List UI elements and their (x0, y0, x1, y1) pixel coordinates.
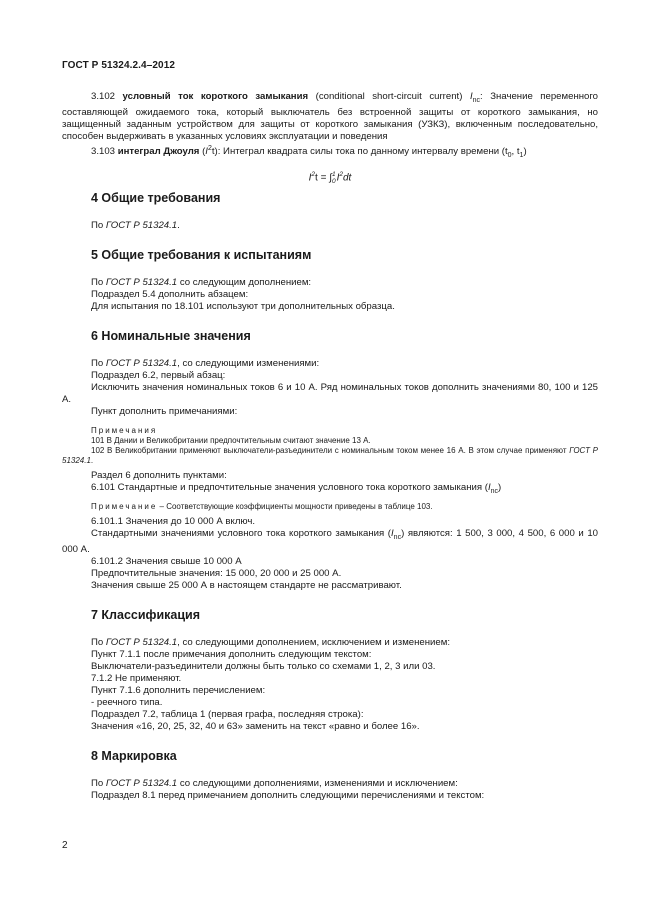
text: – Соответствующие коэффициенты мощности приведены в таблице 103. (157, 502, 433, 512)
section-7-line-4: 7.1.2 Не применяют. (91, 673, 182, 685)
section-6-line-3: Исключить значения номинальных токов 6 и 10 А. Ряд номинальных токов дополнить значениями 80, 100 и 125 А. (62, 382, 598, 406)
symbol-subscript: nc (393, 534, 402, 542)
section-6-line-6 (62, 482, 598, 498)
clause-number: 3.103 (91, 146, 118, 158)
symbol: I (487, 482, 491, 494)
standard-reference: ГОСТ Р 51324.1 (105, 778, 178, 790)
formula-text: dt (343, 172, 352, 184)
section-6-line-2: Подраздел 6.2, первый абзац: (91, 370, 226, 382)
symbol: I (391, 528, 394, 540)
text: По (91, 220, 106, 232)
integral-upper: 1 (331, 170, 336, 178)
text: ) (523, 146, 527, 158)
standard-reference: ГОСТ Р 51324.1 (105, 358, 178, 370)
formula-symbol: I (336, 172, 340, 184)
text: , t (511, 146, 520, 158)
symbol: I (205, 146, 208, 158)
section-7-line-2: Пункт 7.1.1 после примечания дополнить следующим текстом: (91, 649, 372, 661)
subscript: 0 (507, 152, 512, 159)
section-8-line-2: Подраздел 8.1 перед примечанием дополнить следующими перечислениями и текстом: (91, 790, 485, 802)
text: со следующими дополнениями, изменениями и исключением: (177, 778, 458, 790)
formula-text: t = ∫ (315, 172, 332, 184)
section-6-line-10: Предпочтительные значения: 15 000, 20 000 и 25 000 А. (91, 568, 342, 580)
joule-integral-formula (62, 168, 598, 185)
text: . (177, 220, 180, 232)
text: . (90, 456, 94, 466)
text: 102 В Великобритании применяют выключатели-разъединители с номинальным током менее 16 А. В этом случае применяют (91, 446, 570, 456)
term: условный ток короткого замыкания (122, 91, 309, 102)
section-4-heading: 4 Общие требования (91, 191, 221, 206)
definition-3-102 (62, 91, 598, 143)
formula-symbol: I (308, 172, 312, 184)
standard-reference: ГОСТ Р 51324.1 (105, 277, 178, 289)
text: ) (498, 482, 502, 494)
section-7-line-1 (62, 637, 598, 649)
document-body (62, 91, 598, 802)
text: , со следующими дополнением, исключением и изменением: (177, 637, 451, 649)
integral-lower: 0 (331, 177, 336, 185)
section-5-line-3: Для испытания по 18.101 используют три дополнительных образца. (91, 301, 395, 313)
section-7-line-8: Значения «16, 20, 25, 32, 40 и 63» заменить на текст «равно и более 16». (91, 721, 420, 733)
section-6-line-4: Пункт дополнить примечаниями: (91, 406, 238, 418)
section-6-line-5: Раздел 6 дополнить пунктами: (91, 470, 227, 482)
text: По (91, 277, 106, 289)
section-6-line-9: 6.101.2 Значения свыше 10 000 А (91, 556, 242, 568)
text: t): Интеграл квадрата силы тока по данному интервалу времени (t (211, 146, 508, 158)
section-7-line-3: Выключатели-разъединители должны быть только со схемами 1, 2, 3 или 03. (91, 661, 436, 673)
section-6-line-11: Значения свыше 25 000 А в настоящем стандарте не рассматривают. (91, 580, 402, 592)
text: По (91, 637, 106, 649)
text: 6.101 Стандартные и предпочтительные значения условного тока короткого замыкания ( (91, 482, 488, 494)
term: интеграл Джоуля (117, 146, 200, 158)
symbol-superscript: 2 (207, 144, 212, 152)
symbol-subscript: nc (490, 488, 499, 496)
formula-sup: 2 (339, 171, 343, 178)
note-power-factor (62, 502, 598, 512)
term-english: (conditional short-circuit current) (308, 91, 470, 102)
section-5-heading: 5 Общие требования к испытаниям (91, 248, 312, 263)
document-header: ГОСТ Р 51324.2.4–2012 (62, 60, 176, 71)
formula-sup: 2 (311, 171, 316, 178)
section-4-text (62, 220, 598, 232)
text: , со следующими изменениями: (177, 358, 320, 370)
integral-limits (332, 171, 336, 185)
definition-3-103 (62, 143, 598, 162)
section-6-heading: 6 Номинальные значения (91, 329, 251, 344)
text: со следующим дополнением: (177, 277, 312, 289)
definition-text: : Значение переменного составляющей ожидаемого тока, который выключатель без встроенной защиты от короткого замыкания, но защищенный заданным устройством для защиты от короткого замыкания (УЗКЗ), включенным последовательно, способен выдерживать в указанных условиях эксплуатации и поведения (62, 91, 598, 142)
text: ) являются: 1 500, 3 000, 4 500, 6 000 и 10 000 А. (62, 528, 598, 556)
section-7-heading: 7 Классификация (91, 608, 201, 623)
text: По (91, 358, 106, 370)
section-5-line-1 (62, 277, 598, 289)
section-6-line-8 (62, 528, 598, 556)
page-number: 2 (62, 840, 68, 851)
subscript: 1 (519, 152, 524, 159)
section-6-line-1 (62, 358, 598, 370)
note-102 (62, 446, 598, 466)
text: ( (199, 146, 206, 158)
text: По (91, 778, 106, 790)
symbol-subscript: nc (472, 96, 481, 104)
text: Стандартными значениями условного тока короткого замыкания ( (91, 528, 391, 540)
clause-number: 3.102 (91, 91, 123, 102)
standard-reference: ГОСТ Р 51324.1 (62, 446, 598, 466)
section-7-line-6: - реечного типа. (91, 697, 163, 709)
section-5-line-2: Подраздел 5.4 дополнить абзацем: (91, 289, 249, 301)
section-7-line-5: Пункт 7.1.6 дополнить перечислением: (91, 685, 266, 697)
section-8-line-1 (62, 778, 598, 790)
standard-reference: ГОСТ Р 51324.1 (105, 220, 178, 232)
note-label: Примечание (91, 502, 158, 512)
symbol: I (469, 91, 473, 102)
notes-title: Примечания (91, 426, 158, 436)
standard-reference: ГОСТ Р 51324.1 (105, 637, 178, 649)
note-101: 101 В Дании и Великобритании предпочтительным считают значение 13 А. (91, 436, 371, 446)
section-7-line-7: Подраздел 7.2, таблица 1 (первая графа, последняя строка): (91, 709, 364, 721)
section-8-heading: 8 Маркировка (91, 749, 177, 764)
section-6-line-7: 6.101.1 Значения до 10 000 А включ. (91, 516, 256, 528)
